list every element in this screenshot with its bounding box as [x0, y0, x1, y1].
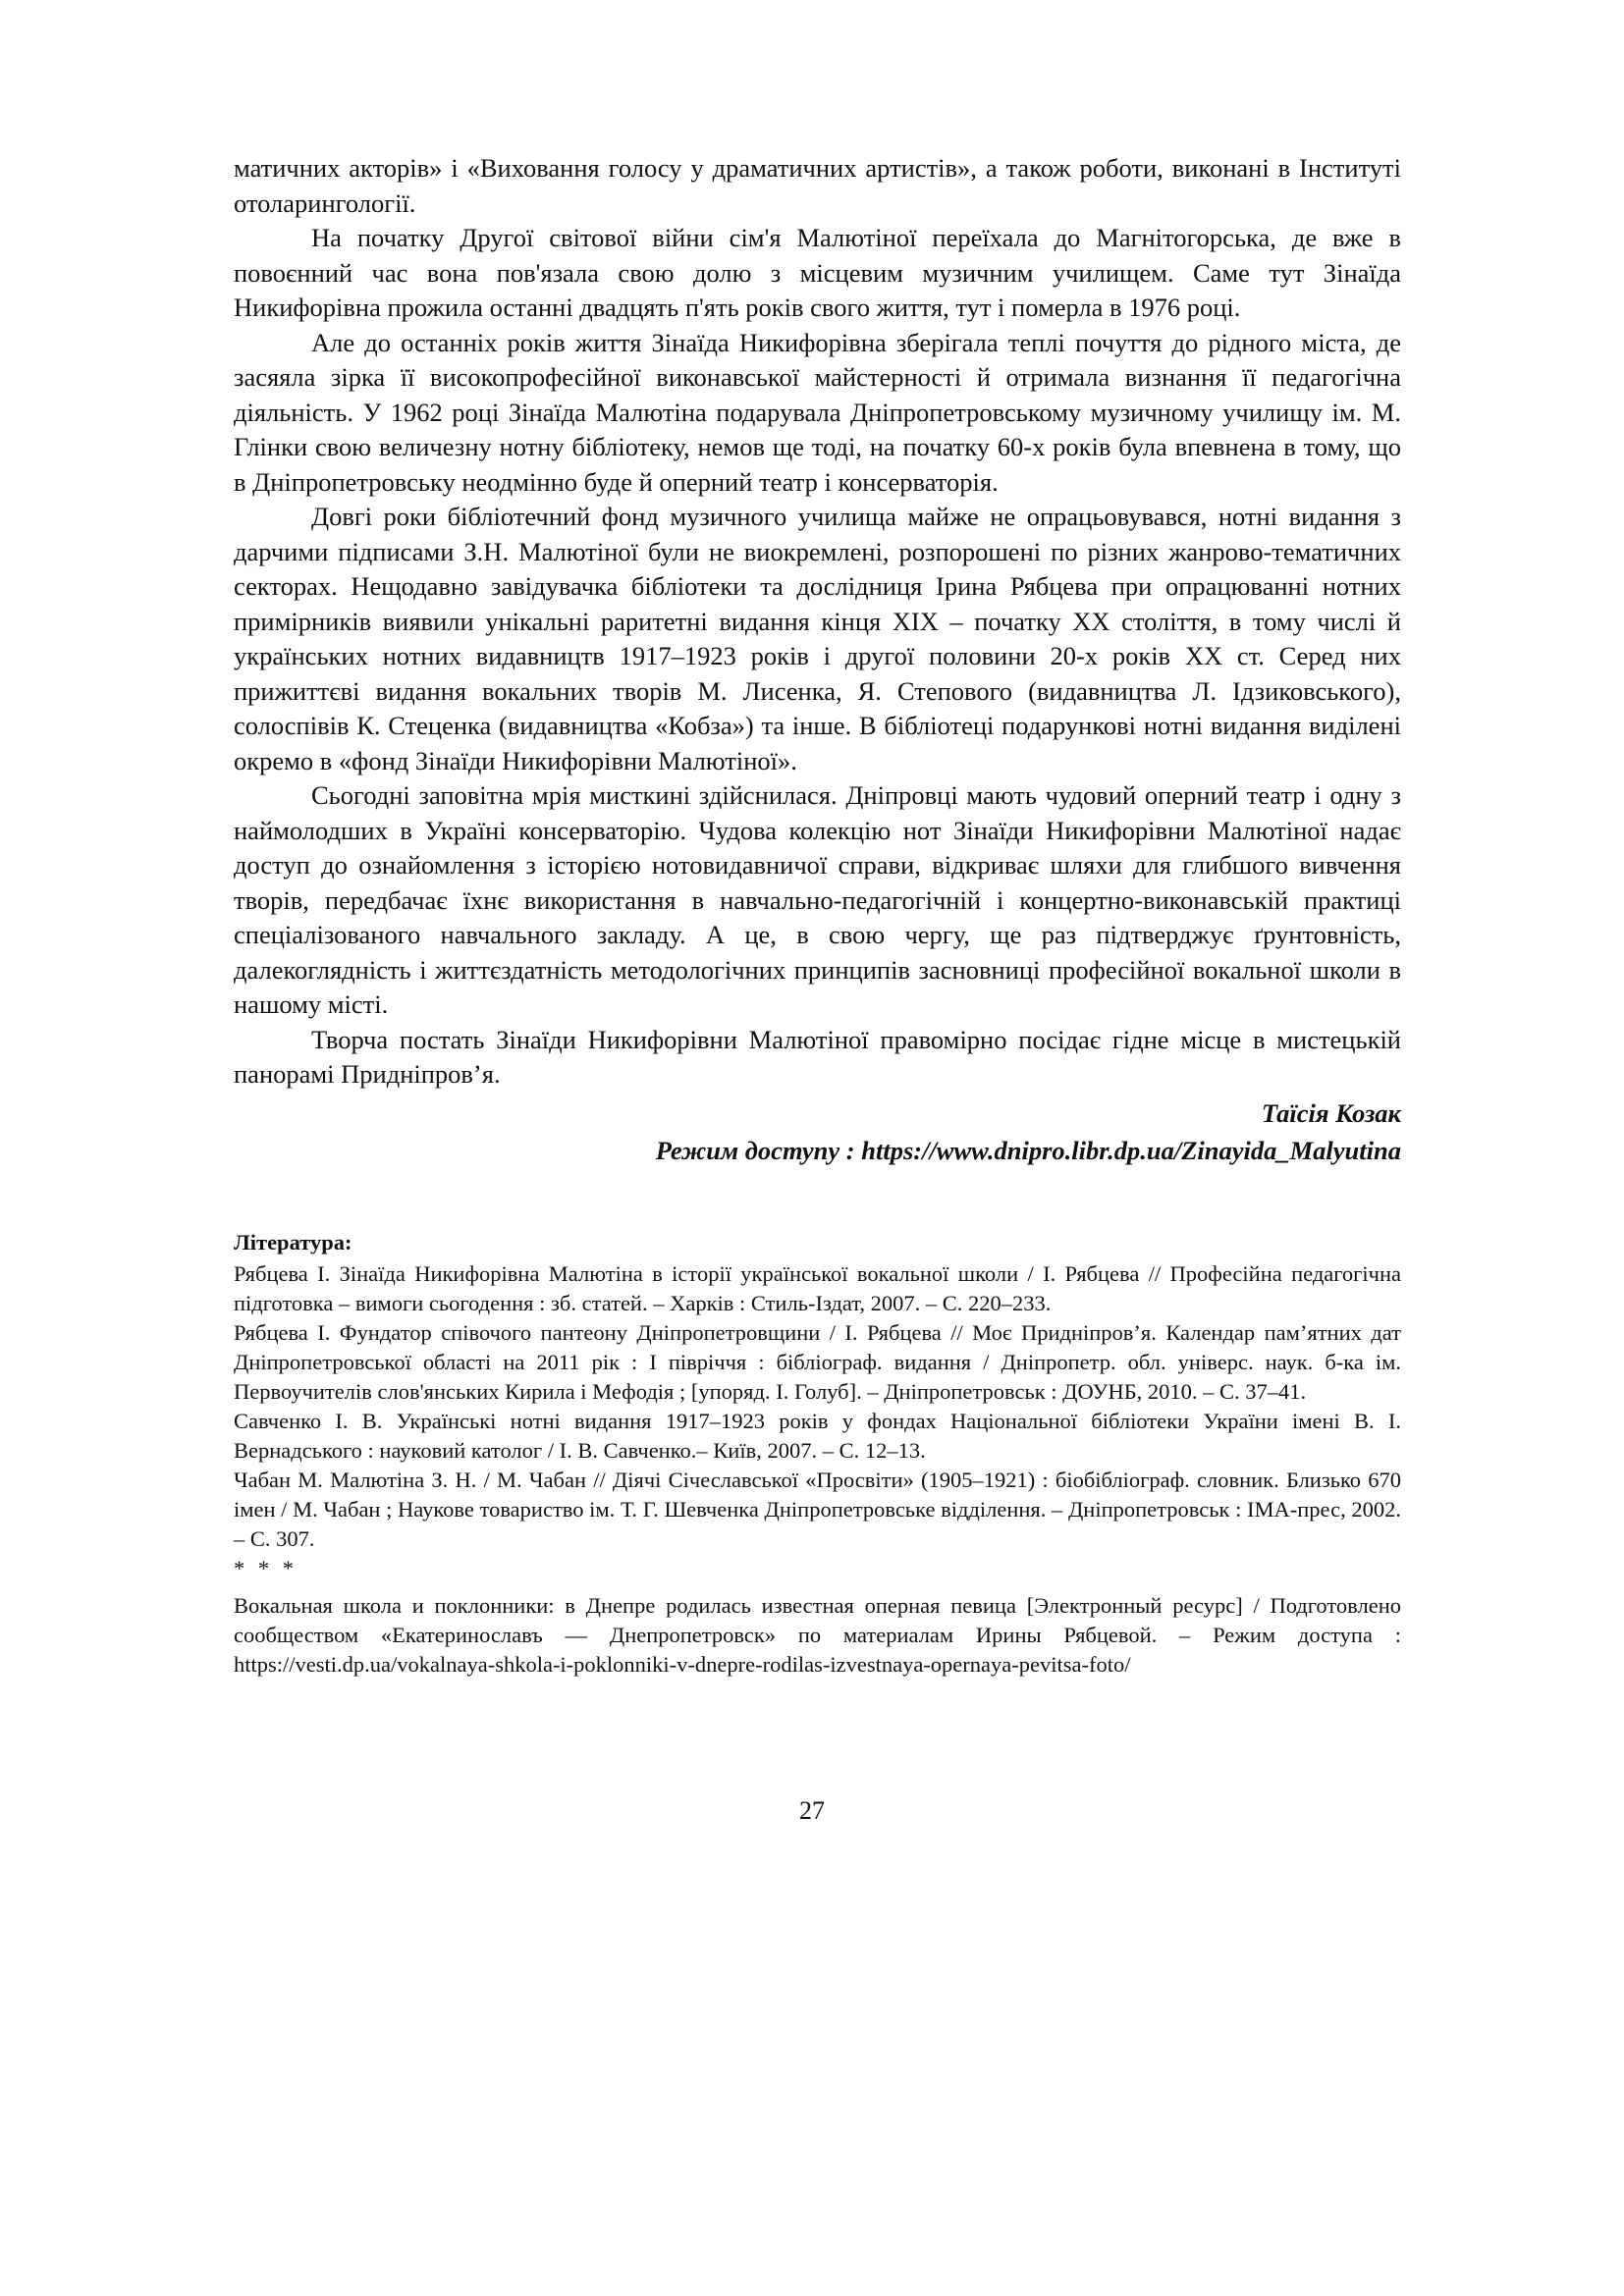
- access-link[interactable]: Режим доступу : https://www.dnipro.libr.dp.ua/Zinayida_Malyutina: [655, 1135, 1401, 1165]
- reference-item: Рябцева І. Зінаїда Никифорівна Малютіна в історії української вокальної школи / І. Рябцева // Професійна педагогічна підготовка – вимоги сьогодення : зб. статей. – Харків : Стиль-Іздат, 2007. – С. 220–233.: [234, 1260, 1401, 1315]
- paragraph: На початку Другої світової війни сім'я Малютіної переїхала до Магнітогорська, де вже в повоєнний час вона пов'язала свою долю з місцевим музичним училищем. Саме тут Зінаїда Никифорівна прожила останні двадцять п'ять років свого життя, тут і померла в 1976 році.: [234, 223, 1401, 322]
- section-separator: * * *: [234, 1555, 298, 1580]
- references-section: [234, 1228, 1401, 1680]
- author-name: Таїсія Козак: [1261, 1097, 1401, 1128]
- paragraph: Довгі роки бібліотечний фонд музичного училища майже не опрацьовувався, нотні видання з дарчими підписами З.Н. Малютіної були не виокремлені, розпорошені по різних жанрово-тематичних секторах. Нещодавно завідувачка бібліотеки та дослідниця Ірина Рябцева при опрацюванні нотних примірників виявили унікальні раритетні видання кінця ХІХ – початку ХХ століття, в тому числі й українських нотних видавництв 1917–1923 років і другої половини 20-х років ХХ ст. Серед них прижиттєві видання вокальних творів М. Лисенка, Я. Степового (видавництва Л. Ідзиковського), солоспівів К. Стеценка (видавництва «Кобза») та інше. В бібліотеці подарункові нотні видання виділені окремо в «фонд Зінаїди Никифорівни Малютіної».: [234, 502, 1401, 775]
- reference-item: Савченко І. В. Українські нотні видання 1917–1923 років у фондах Національної бібліотеки України імені В. І. Вернадського : науковий католог / І. В. Савченко.– Київ, 2007. – С. 12–13.: [234, 1408, 1401, 1463]
- reference-item: Рябцева І. Фундатор співочого пантеону Дніпропетровщини / І. Рябцева // Моє Придніпров’я. Календар пам’ятних дат Дніпропетровської області на 2011 рік : І півріччя : бібліограф. видання / Дніпропетр. обл. універс. наук. б-ка ім. Первоучителів слов'янських Кирила і Мефодія ; [упоряд. І. Голуб]. – Дніпропетровськ : ДОУНБ, 2010. – С. 37–41.: [234, 1319, 1401, 1404]
- article-body: [234, 151, 1401, 1093]
- reference-item-web: Вокальная школа и поклонники: в Днепре родилась известная оперная певица [Электронный ресурс] / Подготовлено сообществом «Екатеринославъ — Днепропетровск» по материалам Ирины Рябцевой. – Режим доступа : https://vesti.dp.ua/vokalnaya-shkola-i-poklonniki-v-dnepre-rodilas-izvestnaya-opernaya-pevitsa-foto/: [234, 1592, 1401, 1677]
- page-content: [234, 151, 1401, 1680]
- reference-item: Чабан М. Малютіна З. Н. / М. Чабан // Діячі Січеславської «Просвіти» (1905–1921) : біобібліограф. словник. Близько 670 імен / М. Чабан ; Наукове товариство ім. Т. Г. Шевченка Дніпропетровське відділення. – Дніпропетровськ : ІМА-прес, 2002. – С. 307.: [234, 1467, 1401, 1551]
- page-number: 27: [799, 1796, 825, 1825]
- paragraph: Але до останніх років життя Зінаїда Никифорівна зберігала теплі почуття до рідного міста, де засяяла зірка її високопрофесійної виконавської майстерності й отримала визнання її педагогічна діяльність. У 1962 році Зінаїда Малютіна подарувала Дніпропетровському музичному училищу ім. М. Глінки свою величезну нотну бібліотеку, немов ще тоді, на початку 60-х років була впевнена в тому, що в Дніпропетровську неодмінно буде й оперний театр і консерваторія.: [234, 327, 1401, 497]
- references-heading: Література:: [234, 1229, 352, 1255]
- paragraph: Творча постать Зінаїди Никифорівни Малютіної правомірно посідає гідне місце в мистецькій панорамі Придніпров’я.: [234, 1024, 1401, 1089]
- paragraph-continued: матичних акторів» і «Виховання голосу у драматичних артистів», а також роботи, виконані в Інституті отоларингології.: [234, 153, 1401, 218]
- paragraph: Сьогодні заповітна мрія мисткині здійснилася. Дніпровці мають чудовий оперний театр і одну з наймолодших в Україні консерваторію. Чудова колекцію нот Зінаїди Никифорівни Малютіної надає доступ до ознайомлення з історією нотовидавничої справи, відкриває шляхи для глибшого вивчення творів, передбачає їхнє використання в навчально-педагогічній і концертно-виконавській практиці спеціалізованого навчального закладу. А це, в свою чергу, ще раз підтверджує ґрунтовність, далекоглядність і життєздатність методологічних принципів засновниці професійної вокальної школи в нашому місті.: [234, 780, 1401, 1019]
- article-signature: [234, 1095, 1401, 1169]
